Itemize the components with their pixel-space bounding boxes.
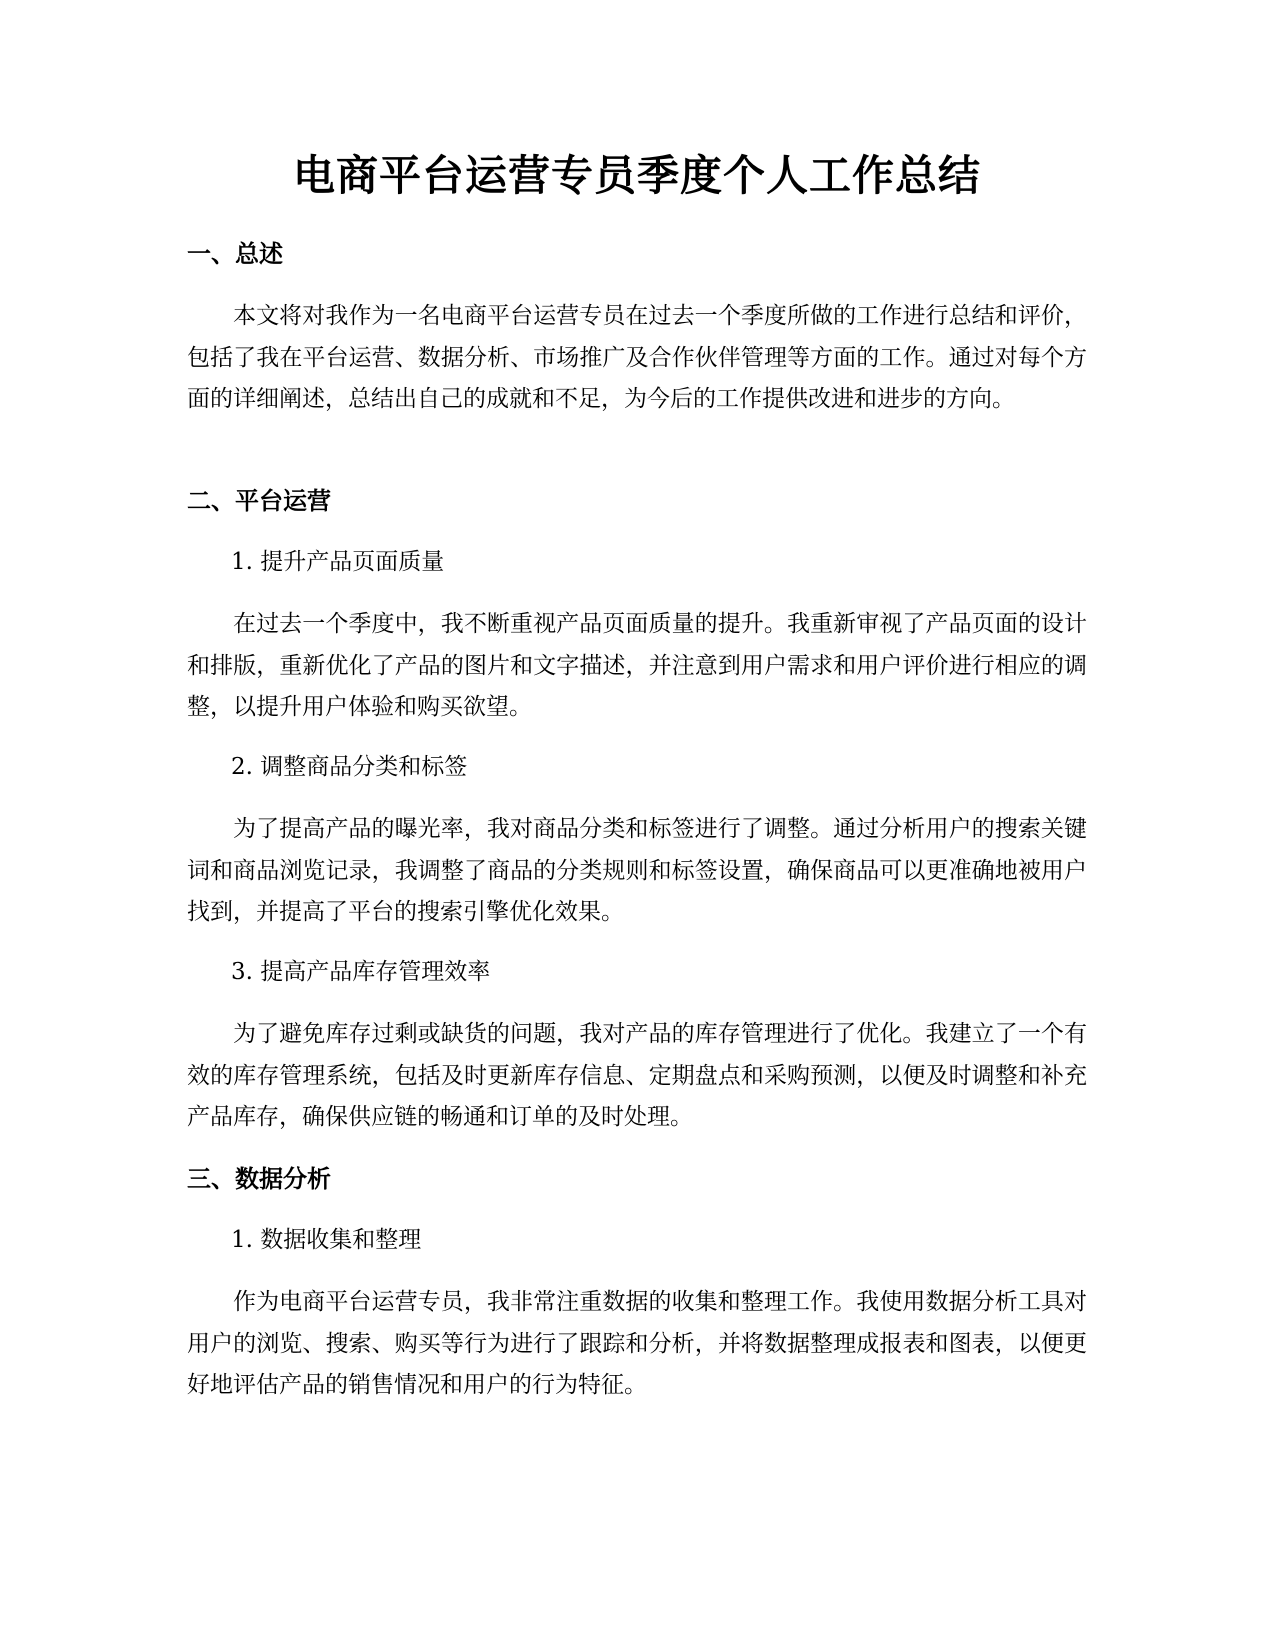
subsection-title-category-tags: 2. 调整商品分类和标签: [231, 754, 468, 780]
inventory-paragraph: 为了避免库存过剩或缺货的问题，我对产品的库存管理进行了优化。我建立了一个有效的库存管理系统，包括及时更新库存信息、定期盘点和采购预测，以便及时调整和补充产品库存，确保供应链的畅通和订单的及时处理。: [187, 1021, 1087, 1130]
subsection-title-page-quality: 1. 提升产品页面质量: [231, 549, 445, 575]
subsection-title-inventory: 3. 提高产品库存管理效率: [231, 959, 491, 985]
subsection-title-data-collection: 1. 数据收集和整理: [231, 1227, 422, 1253]
page-quality-paragraph: 在过去一个季度中，我不断重视产品页面质量的提升。我重新审视了产品页面的设计和排版，重新优化了产品的图片和文字描述，并注意到用户需求和用户评价进行相应的调整，以提升用户体验和购买欲望。: [187, 611, 1087, 720]
section-heading-data-analysis: 三、数据分析: [187, 1165, 331, 1193]
overview-paragraph: 本文将对我作为一名电商平台运营专员在过去一个季度所做的工作进行总结和评价，包括了我在平台运营、数据分析、市场推广及合作伙伴管理等方面的工作。通过对每个方面的详细阐述，总结出自己的成就和不足，为今后的工作提供改进和进步的方向。: [187, 303, 1087, 412]
category-tags-paragraph: 为了提高产品的曝光率，我对商品分类和标签进行了调整。通过分析用户的搜索关键词和商品浏览记录，我调整了商品的分类规则和标签设置，确保商品可以更准确地被用户找到，并提高了平台的搜索引擎优化效果。: [187, 816, 1087, 925]
data-collection-paragraph: 作为电商平台运营专员，我非常注重数据的收集和整理工作。我使用数据分析工具对用户的浏览、搜索、购买等行为进行了跟踪和分析，并将数据整理成报表和图表，以便更好地评估产品的销售情况和用户的行为特征。: [187, 1289, 1087, 1398]
document-title: 电商平台运营专员季度个人工作总结: [292, 151, 981, 200]
section-heading-overview: 一、总述: [187, 240, 283, 268]
section-heading-platform-operation: 二、平台运营: [187, 487, 331, 515]
